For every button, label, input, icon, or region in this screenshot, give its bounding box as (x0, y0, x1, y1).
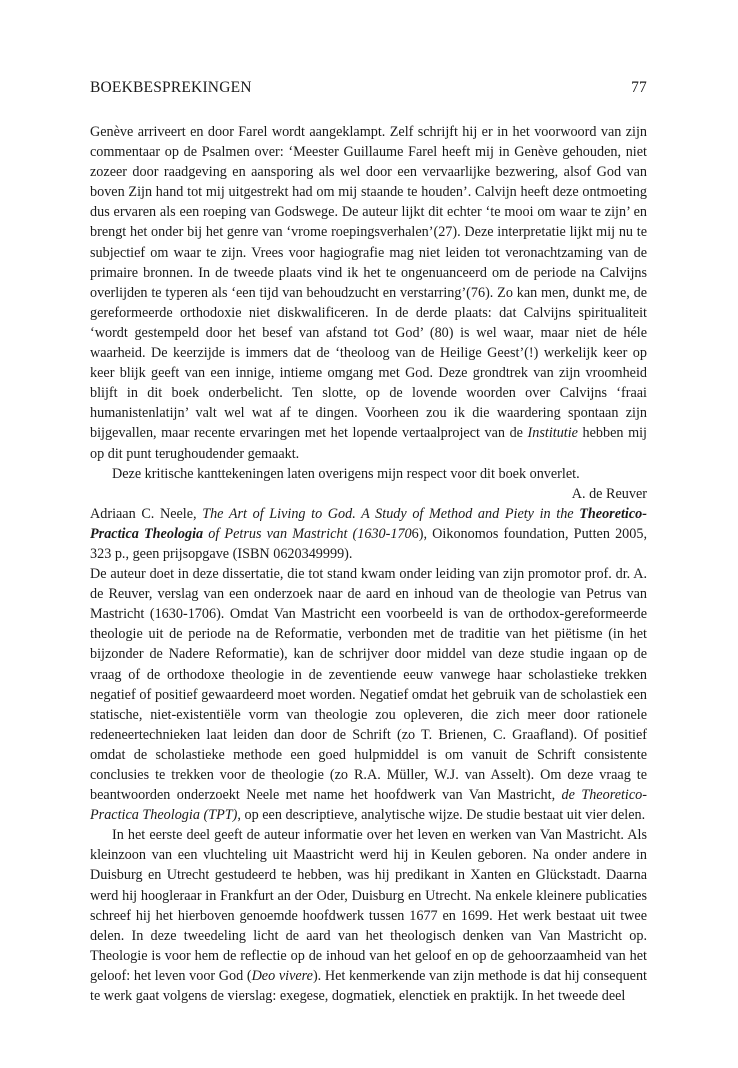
review1-paragraph-2: Deze kritische kanttekeningen laten overigens mijn respect voor dit boek onverlet. (112, 465, 580, 482)
citation-title-rest: of Petrus van Mastricht (1630-170 (203, 525, 412, 542)
review1-paragraph-1 (90, 122, 647, 464)
page-number: 77 (631, 79, 647, 96)
italic-term: Deo vivere (251, 967, 313, 984)
italic-title: Institutie (527, 425, 578, 442)
text-run: In het eerste deel geeft de auteur informatie over het leven en werken van Van Mastricht. Als kleinzoon van een vluchteling uit Maastricht werd hij in Keulen geboren. Na onder andere in Duisburg en Utrecht gestudeerd te hebben, was hij predikant in Xanten en Glückstadt. Daarna werd hij hoogleraar in Frankfurt an der Oder, Duisburg en Utrecht. Na enkele kleinere publicaties schreef hij het hierboven genoemde hoofdwerk tussen 1677 en 1699. Het werk bestaat uit twee delen. In deze tweedeling licht de aard van het theologisch denken van Van Mastricht op. Theologie is voor hem de reflectie op de inhoud van het geloof en op de gehoorzaamheid van het geloof: het leven voor God ( (90, 827, 647, 984)
book-citation (90, 504, 647, 564)
text-run: Genève arriveert en door Farel wordt aangeklampt. Zelf schrijft hij er in het voorwoord van zijn commentaar op de Psalmen over: ‘Meester Guillaume Farel heeft mij in Genève gehouden, niet zozeer door raadgeving en aansporing als wel door een vervaarlijke bezwering, alsof God van boven Zijn hand tot mij uitgestrekt had om mij staande te houden’. Calvijn heeft deze ontmoeting dus ervaren als een roeping van Godswege. De auteur lijkt dit echter ‘te mooi om waar te zijn’ en brengt het onder bij het genre van ‘vrome roepingsverhalen’(27). Deze interpretatie lijkt mij nu te subjectief om waar te zijn. Vrees voor hagiografie mag niet leiden tot veronachtzaming van de primaire bronnen. In de tweede plaats vind ik het te ongenuanceerd om de periode na Calvijns overlijden te typeren als ‘een tijd van behoudzucht en verstarring’(76). Zo kan men, dunkt me, de gereformeerde orthodoxie niet diskwalificeren. In de derde plaats: dat Calvijns spiritualiteit ‘wordt gestempeld door het besef van afstand tot God’ (80) is wel waar, maar niet de héle waarheid. De keerzijde is immers dat de ‘theoloog van de Heilige Geest’(!) werkelijk keer op keer blijk geeft van een innige, intieme omgang met God. Deze grondtrek van zijn vroomheid blijft in dit boek onderbelicht. Ten slotte, op de lovende woorden over Calvijns ‘fraai humanistenlatijn’ valt wel wat af te dingen. Voorheen zou ik die waardering spontaan zijn bijgevallen, maar recente ervaringen met het lopende vertaalproject van de (90, 124, 647, 442)
citation-title: The Art of Living to God. A Study of Method and Piety in the (202, 505, 580, 522)
citation-title-end: 6) (411, 525, 424, 542)
citation-publisher: , Oikonomos foundation, Putten 2005, 323 p., geen prijsopgave (ISBN 0620349999). (90, 525, 647, 562)
reviewer-signature: A. de Reuver (571, 485, 647, 502)
text-run: hebben mij op dit punt terughoudender gemaakt. (90, 425, 647, 462)
review2-paragraph-2 (90, 825, 647, 1006)
italic-title: de Theoretico-Practica Theologia (TPT) (90, 787, 647, 824)
text-run: , op een descriptieve, analytische wijze. De studie bestaat uit vier delen. (237, 807, 646, 824)
text-run: De auteur doet in deze dissertatie, die tot stand kwam onder leiding van zijn promotor prof. dr. A. de Reuver, verslag van een onderzoek naar de aard en inhoud van de theologie van Petrus van Mastricht (1630-1706). Omdat Van Mastricht een voorbeeld is van de orthodox-gereformeerde theologie uit de periode na de Reformatie, verbonden met de traditie van het piëtisme (in het bijzonder de Nadere Reformatie), kan de schrijver door middel van deze studie ingaan op de vraag of de orthodoxe theologie in de zeventiende eeuw vanwege haar scholastieke trekken negatief of positief gewaardeerd moet worden. Negatief omdat het gebruik van de scholastiek een statische, niet-existentiële vorm van theologie zou opleveren, die zich meer door rationele redeneertechnieken laat leiden dan door de Schrift (zo T. Brienen, C. Graafland). Of positief omdat de scholastieke methode een goed hulpmiddel is om vanuit de Schrift consistente conclusies te trekken voor de theologie (zo R.A. Müller, W.J. van Asselt). Om deze vraag te beantwoorden onderzoekt Neele met name het hoofdwerk van Van Mastricht, (90, 566, 647, 804)
citation-title-bold: Theoretico-Practica Theologia (90, 505, 647, 542)
review2-paragraph-1 (90, 564, 647, 825)
citation-author: Adriaan C. Neele, (90, 505, 203, 522)
section-title: BOEKBESPREKINGEN (90, 79, 252, 96)
article-body (90, 122, 647, 1006)
text-run: ). Het kenmerkende van zijn methode is dat hij consequent te werk gaat volgens de vierslag: exegese, dogmatiek, elenctiek en praktijk. In het tweede deel (90, 967, 647, 1005)
